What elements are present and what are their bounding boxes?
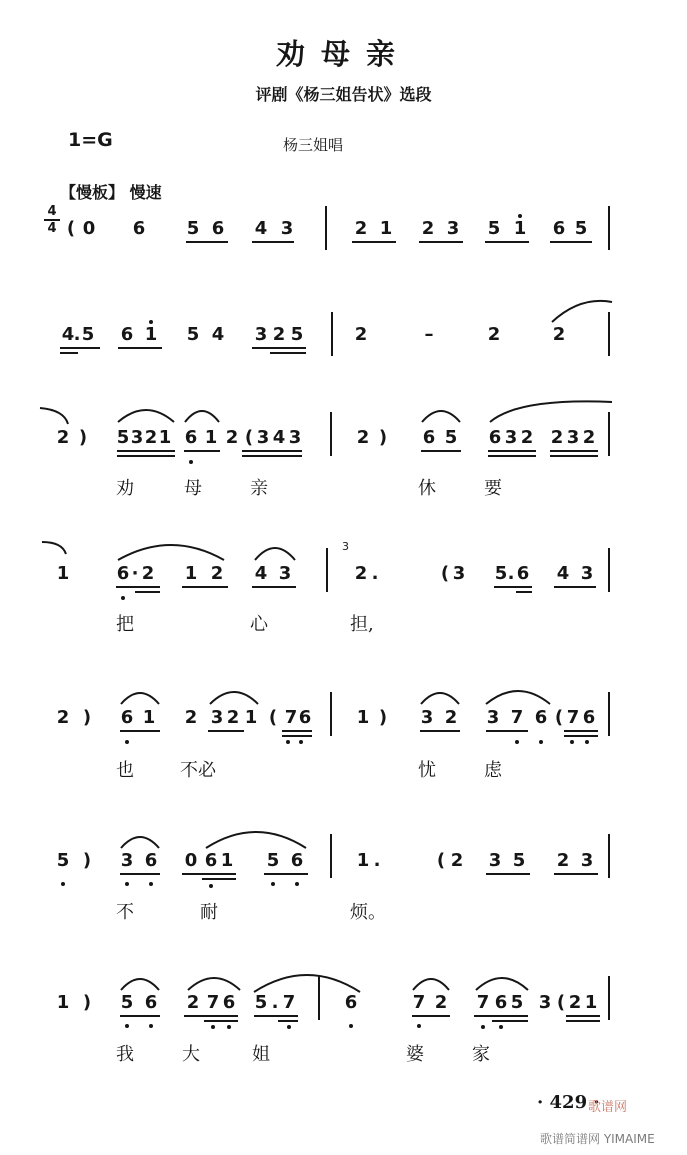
note: 3 bbox=[452, 563, 466, 584]
note: 6 bbox=[184, 427, 198, 448]
note: 4 bbox=[556, 563, 570, 584]
note: 6 bbox=[290, 850, 304, 871]
measure-number: 3 bbox=[342, 540, 349, 553]
song-title: 劝母亲 bbox=[275, 37, 411, 71]
note: 0 bbox=[82, 218, 96, 239]
tie bbox=[550, 296, 614, 326]
note: 6 bbox=[298, 707, 312, 728]
tie bbox=[40, 538, 70, 558]
note: 5 bbox=[444, 427, 458, 448]
low-octave-dot bbox=[125, 1024, 129, 1028]
note: 5 bbox=[186, 324, 200, 345]
low-octave-dot bbox=[61, 882, 65, 886]
note: 3 bbox=[420, 707, 434, 728]
underline bbox=[252, 241, 294, 243]
watermark-logo: 歌谱网 bbox=[588, 1100, 628, 1115]
note: 3 bbox=[566, 427, 580, 448]
note: 2 bbox=[356, 427, 370, 448]
lyric: 家 bbox=[472, 1044, 490, 1065]
note: 6 bbox=[534, 707, 548, 728]
note: 4 bbox=[211, 324, 225, 345]
lyric: 担, bbox=[350, 614, 374, 635]
slur bbox=[119, 830, 161, 850]
note: 6 bbox=[344, 992, 358, 1013]
underline bbox=[494, 586, 532, 588]
note: ( bbox=[556, 992, 566, 1013]
low-octave-dot bbox=[125, 740, 129, 744]
note: 5 bbox=[266, 850, 280, 871]
note: 1 bbox=[56, 992, 70, 1013]
note: 1 bbox=[356, 707, 370, 728]
time-signature-bottom: 4 bbox=[47, 221, 57, 236]
low-octave-dot bbox=[189, 460, 193, 464]
barline bbox=[608, 834, 610, 878]
note: 5 bbox=[487, 218, 501, 239]
note: 2 bbox=[434, 992, 448, 1013]
barline bbox=[331, 312, 333, 356]
slur bbox=[253, 540, 297, 562]
note: 3 bbox=[486, 707, 500, 728]
slur bbox=[474, 972, 530, 992]
note: 2 bbox=[56, 427, 70, 448]
low-octave-dot bbox=[125, 882, 129, 886]
note: 6 bbox=[552, 218, 566, 239]
note: 1 bbox=[379, 218, 393, 239]
low-octave-dot bbox=[227, 1025, 231, 1029]
note: 2 bbox=[184, 707, 198, 728]
note: 3 bbox=[254, 324, 268, 345]
lyric: 忧 bbox=[418, 760, 436, 781]
note: 2 bbox=[56, 707, 70, 728]
note: ( bbox=[436, 850, 446, 871]
note: 6 bbox=[488, 427, 502, 448]
note: ) bbox=[82, 850, 92, 871]
lyric: 要 bbox=[484, 478, 502, 499]
note: 2 bbox=[354, 218, 368, 239]
underline bbox=[486, 730, 528, 732]
underline bbox=[120, 730, 160, 732]
high-octave-dot bbox=[149, 320, 153, 324]
barline bbox=[608, 548, 610, 592]
note: 6 bbox=[516, 563, 530, 584]
note: 6 bbox=[144, 992, 158, 1013]
high-octave-dot bbox=[518, 214, 522, 218]
song-subtitle: 评剧《杨三姐告状》选段 bbox=[255, 85, 432, 104]
note: ( bbox=[554, 707, 564, 728]
underline bbox=[486, 873, 530, 875]
underline bbox=[282, 735, 312, 737]
lyric: 母 bbox=[184, 478, 202, 499]
note: 3 bbox=[120, 850, 134, 871]
note: 6 bbox=[132, 218, 146, 239]
note: 5 bbox=[510, 992, 524, 1013]
note: 2 bbox=[582, 427, 596, 448]
note: ( bbox=[268, 707, 278, 728]
note: ( bbox=[66, 218, 76, 239]
note: 1 bbox=[244, 707, 258, 728]
slur bbox=[186, 972, 242, 992]
underline bbox=[117, 450, 175, 452]
underline bbox=[135, 591, 160, 593]
singer-credit: 杨三姐唱 bbox=[283, 136, 344, 154]
underline bbox=[474, 1015, 528, 1017]
slur bbox=[208, 686, 260, 706]
note: 7 bbox=[566, 707, 580, 728]
barline bbox=[330, 692, 332, 736]
note: 3 bbox=[210, 707, 224, 728]
underline bbox=[554, 586, 596, 588]
low-octave-dot bbox=[481, 1025, 485, 1029]
underline bbox=[116, 586, 160, 588]
note: · bbox=[131, 563, 139, 584]
note: 7 bbox=[206, 992, 220, 1013]
note: 7 bbox=[476, 992, 490, 1013]
underline bbox=[550, 241, 592, 243]
note: 3 bbox=[580, 563, 594, 584]
underline bbox=[204, 1020, 238, 1022]
note: 3 bbox=[488, 850, 502, 871]
underline bbox=[488, 450, 536, 452]
underline bbox=[550, 450, 598, 452]
lyric: 也 bbox=[116, 760, 134, 781]
low-octave-dot bbox=[149, 1024, 153, 1028]
low-octave-dot bbox=[286, 740, 290, 744]
note: 6 bbox=[120, 324, 134, 345]
note: 2 bbox=[272, 324, 286, 345]
lyric: 心 bbox=[250, 614, 268, 635]
underline bbox=[419, 241, 463, 243]
low-octave-dot bbox=[299, 740, 303, 744]
underline bbox=[352, 241, 396, 243]
note: 5 bbox=[254, 992, 268, 1013]
underline bbox=[421, 450, 461, 452]
note: 1 bbox=[584, 992, 598, 1013]
tie bbox=[38, 404, 72, 428]
note: . bbox=[373, 850, 381, 871]
note: ) bbox=[78, 427, 88, 448]
note: 5 bbox=[56, 850, 70, 871]
low-octave-dot bbox=[209, 884, 213, 888]
slur bbox=[411, 972, 451, 992]
underline bbox=[252, 347, 306, 349]
underline bbox=[184, 1015, 238, 1017]
note: 2 bbox=[354, 563, 368, 584]
underline bbox=[252, 586, 296, 588]
slur bbox=[419, 686, 461, 706]
barline bbox=[608, 976, 610, 1020]
note: 1 bbox=[142, 707, 156, 728]
barline bbox=[318, 976, 320, 1020]
lyric: 烦。 bbox=[350, 902, 386, 923]
note: 1 bbox=[56, 563, 70, 584]
underline bbox=[550, 455, 598, 457]
low-octave-dot bbox=[349, 1024, 353, 1028]
key-signature: 1=G bbox=[68, 129, 113, 151]
barline bbox=[608, 692, 610, 736]
barline bbox=[330, 412, 332, 456]
underline bbox=[564, 730, 598, 732]
note: 3 bbox=[280, 218, 294, 239]
lyric: 虑 bbox=[484, 760, 502, 781]
note: 3 bbox=[580, 850, 594, 871]
underline bbox=[492, 1020, 528, 1022]
underline bbox=[554, 873, 598, 875]
low-octave-dot bbox=[287, 1025, 291, 1029]
underline bbox=[184, 450, 220, 452]
note: 2 bbox=[225, 427, 239, 448]
note: 6 bbox=[222, 992, 236, 1013]
note: 3 bbox=[256, 427, 270, 448]
note: 3 bbox=[130, 427, 144, 448]
watermark-text: 歌谱简谱网 YIMAIME bbox=[540, 1132, 655, 1146]
note: 6 bbox=[116, 563, 130, 584]
tempo-marking: 【慢板】 慢速 bbox=[60, 183, 162, 202]
underline bbox=[60, 352, 78, 354]
underline bbox=[278, 1020, 298, 1022]
note: 4 bbox=[254, 563, 268, 584]
underline bbox=[485, 241, 529, 243]
underline bbox=[420, 730, 460, 732]
low-octave-dot bbox=[417, 1024, 421, 1028]
barline bbox=[608, 312, 610, 356]
note: 2 bbox=[141, 563, 155, 584]
slur bbox=[119, 686, 161, 706]
note: 2 bbox=[444, 707, 458, 728]
barline bbox=[330, 834, 332, 878]
underline bbox=[118, 347, 162, 349]
note: 6 bbox=[120, 707, 134, 728]
note: 1 bbox=[158, 427, 172, 448]
slur bbox=[488, 398, 614, 424]
note: ) bbox=[378, 707, 388, 728]
underline bbox=[566, 1020, 600, 1022]
note: 1 bbox=[184, 563, 198, 584]
note: 1 bbox=[144, 324, 158, 345]
note: ) bbox=[378, 427, 388, 448]
note: 5 bbox=[512, 850, 526, 871]
note: 0 bbox=[184, 850, 198, 871]
note: 2 bbox=[450, 850, 464, 871]
note: 5 bbox=[116, 427, 130, 448]
underline bbox=[117, 455, 175, 457]
note: 6 bbox=[204, 850, 218, 871]
slur bbox=[116, 404, 176, 424]
note: 6 bbox=[494, 992, 508, 1013]
note: 1 bbox=[204, 427, 218, 448]
lyric: 耐 bbox=[200, 902, 218, 923]
low-octave-dot bbox=[149, 882, 153, 886]
note: 2 bbox=[226, 707, 240, 728]
note: 6 bbox=[211, 218, 225, 239]
note: 1 bbox=[356, 850, 370, 871]
note: 6 bbox=[144, 850, 158, 871]
low-octave-dot bbox=[295, 882, 299, 886]
slur bbox=[204, 826, 308, 850]
note: 2 bbox=[520, 427, 534, 448]
barline bbox=[325, 206, 327, 250]
note: 3 bbox=[538, 992, 552, 1013]
underline bbox=[270, 352, 306, 354]
note: 3 bbox=[288, 427, 302, 448]
low-octave-dot bbox=[211, 1025, 215, 1029]
time-signature-top: 4 bbox=[44, 204, 60, 221]
slur bbox=[116, 540, 226, 562]
note: 7 bbox=[282, 992, 296, 1013]
underline bbox=[60, 347, 100, 349]
note: . bbox=[73, 324, 81, 345]
time-signature bbox=[44, 204, 60, 236]
note: 2 bbox=[421, 218, 435, 239]
low-octave-dot bbox=[121, 596, 125, 600]
note: 5 bbox=[81, 324, 95, 345]
page-number: · 429 · bbox=[537, 1092, 600, 1113]
note: 4 bbox=[254, 218, 268, 239]
lyric: 把 bbox=[116, 614, 134, 635]
note: – bbox=[424, 324, 434, 345]
note: 3 bbox=[446, 218, 460, 239]
lyric: 我 bbox=[116, 1044, 134, 1065]
note: 6 bbox=[582, 707, 596, 728]
note: ( bbox=[440, 563, 450, 584]
low-octave-dot bbox=[585, 740, 589, 744]
underline bbox=[202, 878, 236, 880]
note: 2 bbox=[487, 324, 501, 345]
underline bbox=[242, 450, 302, 452]
note: 7 bbox=[284, 707, 298, 728]
note: 2 bbox=[210, 563, 224, 584]
slur bbox=[252, 968, 362, 994]
underline bbox=[488, 455, 536, 457]
underline bbox=[516, 591, 532, 593]
note: 2 bbox=[144, 427, 158, 448]
low-octave-dot bbox=[515, 740, 519, 744]
note: . bbox=[507, 563, 515, 584]
note: 2 bbox=[556, 850, 570, 871]
note: 6 bbox=[422, 427, 436, 448]
note: ( bbox=[244, 427, 254, 448]
note: 5 bbox=[494, 563, 508, 584]
lyric: 亲 bbox=[250, 478, 268, 499]
lyric: 姐 bbox=[252, 1044, 270, 1065]
note: 5 bbox=[120, 992, 134, 1013]
note: 4 bbox=[272, 427, 286, 448]
slur bbox=[420, 404, 462, 424]
low-octave-dot bbox=[499, 1025, 503, 1029]
lyric: 婆 bbox=[406, 1044, 424, 1065]
note: . bbox=[371, 563, 379, 584]
barline bbox=[608, 206, 610, 250]
note: 1 bbox=[513, 218, 527, 239]
low-octave-dot bbox=[570, 740, 574, 744]
note: 4 bbox=[61, 324, 75, 345]
low-octave-dot bbox=[271, 882, 275, 886]
lyric: 休 bbox=[418, 478, 436, 499]
note: . bbox=[271, 992, 279, 1013]
note: ) bbox=[82, 992, 92, 1013]
note: 2 bbox=[550, 427, 564, 448]
barline bbox=[326, 548, 328, 592]
lyric: 大 bbox=[182, 1044, 200, 1065]
note: 5 bbox=[574, 218, 588, 239]
note: 3 bbox=[504, 427, 518, 448]
note: 7 bbox=[510, 707, 524, 728]
note: 5 bbox=[186, 218, 200, 239]
note: 5 bbox=[290, 324, 304, 345]
lyric: 不必 bbox=[180, 760, 216, 781]
note: 2 bbox=[568, 992, 582, 1013]
low-octave-dot bbox=[539, 740, 543, 744]
underline bbox=[120, 1015, 160, 1017]
underline bbox=[208, 730, 244, 732]
slur bbox=[484, 686, 552, 706]
underline bbox=[566, 1015, 600, 1017]
lyric: 不 bbox=[116, 902, 134, 923]
note: 7 bbox=[412, 992, 426, 1013]
underline bbox=[186, 241, 228, 243]
note: 3 bbox=[278, 563, 292, 584]
underline bbox=[282, 730, 312, 732]
note: 2 bbox=[186, 992, 200, 1013]
underline bbox=[254, 1015, 298, 1017]
slur bbox=[183, 404, 221, 424]
underline bbox=[120, 873, 160, 875]
note: ) bbox=[82, 707, 92, 728]
underline bbox=[412, 1015, 450, 1017]
note: 2 bbox=[552, 324, 566, 345]
underline bbox=[242, 455, 302, 457]
underline bbox=[182, 586, 228, 588]
underline bbox=[182, 873, 236, 875]
lyric: 劝 bbox=[116, 478, 134, 499]
underline bbox=[264, 873, 308, 875]
slur bbox=[119, 972, 161, 992]
note: 1 bbox=[220, 850, 234, 871]
barline bbox=[608, 412, 610, 456]
underline bbox=[564, 735, 598, 737]
note: 2 bbox=[354, 324, 368, 345]
